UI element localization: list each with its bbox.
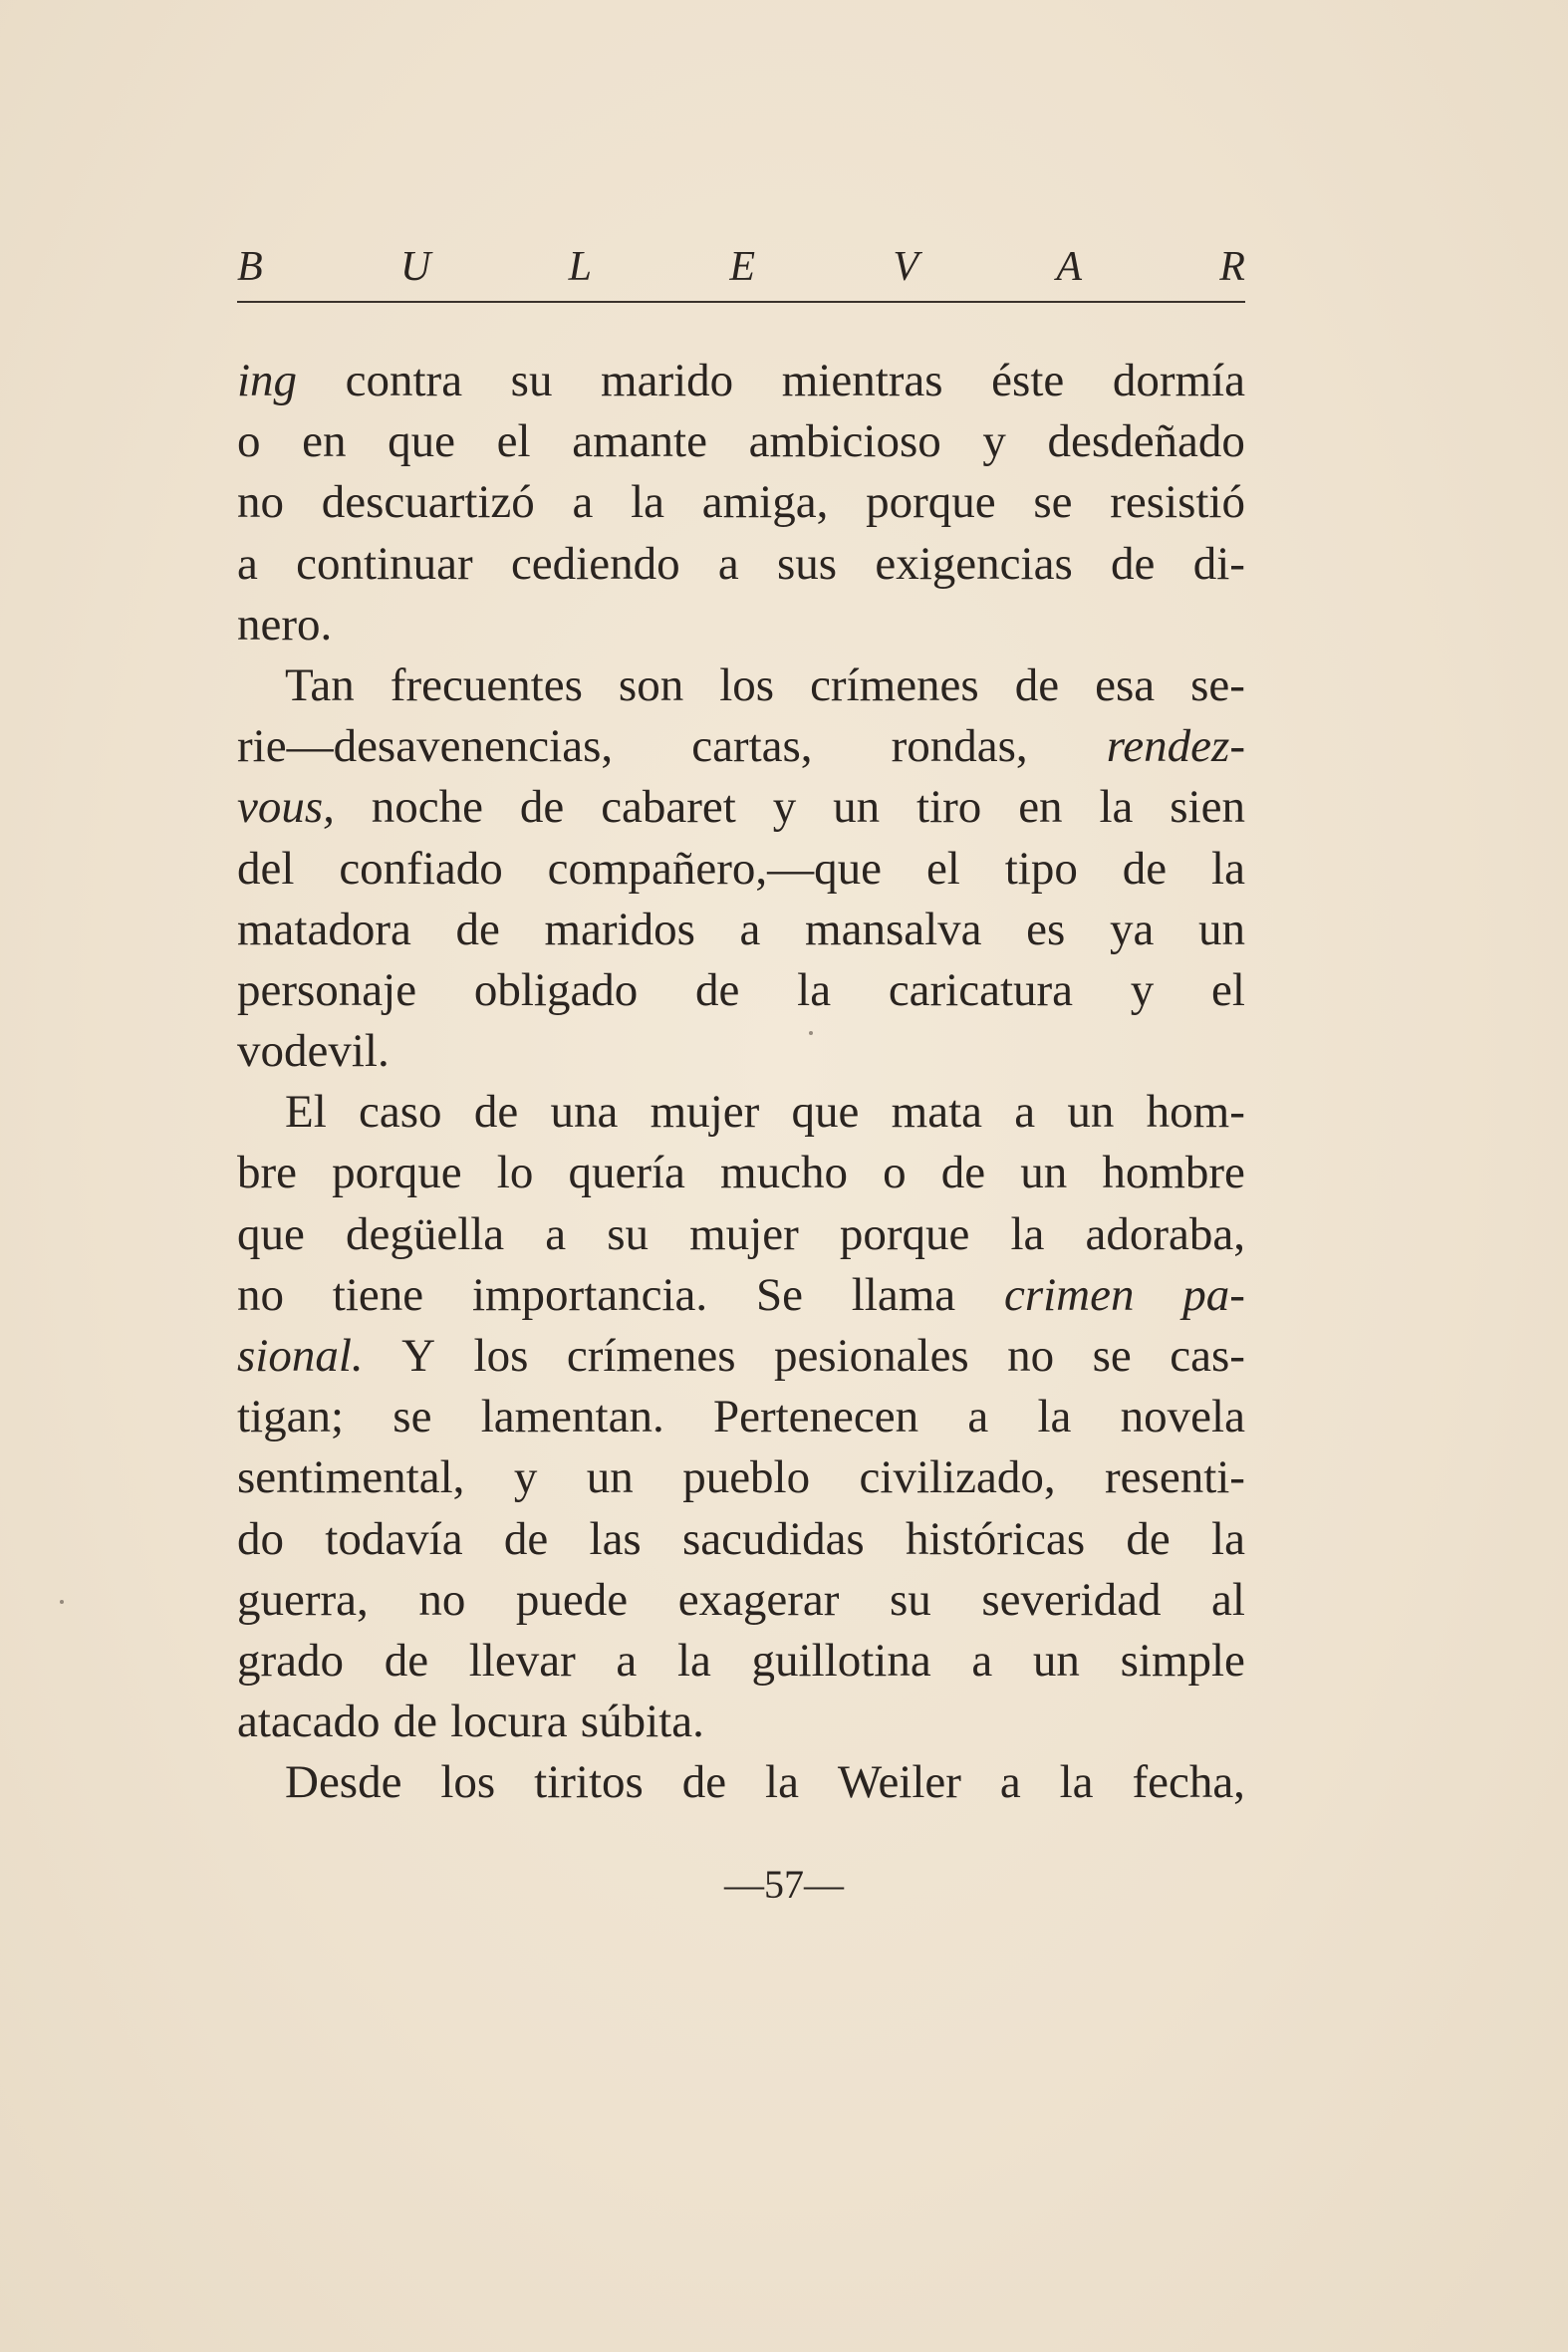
word: tiene: [332, 1268, 424, 1321]
word: Tan: [285, 658, 355, 711]
word: El: [285, 1086, 327, 1139]
word: Pertenecen: [712, 1391, 919, 1443]
word: Y: [401, 1330, 436, 1382]
word: de: [695, 963, 740, 1016]
paper-speck: [809, 1031, 813, 1035]
word: del: [237, 842, 295, 895]
word: sacudidas: [682, 1512, 865, 1565]
word: a: [572, 476, 594, 529]
word: un: [1197, 903, 1245, 955]
word: de: [1014, 658, 1060, 711]
word: caricatura: [888, 963, 1074, 1016]
word: el: [925, 842, 960, 895]
italic-word: sional.: [237, 1330, 364, 1382]
word: en: [302, 415, 347, 468]
word: la: [676, 1634, 711, 1687]
word: a: [717, 537, 739, 590]
italic-word: vous,: [237, 781, 335, 834]
word: llama: [851, 1268, 956, 1321]
running-head-letter: U: [399, 244, 431, 290]
word: los: [440, 1756, 496, 1809]
word: personaje: [237, 963, 417, 1016]
word: guerra,: [237, 1573, 369, 1626]
word: la: [1059, 1756, 1094, 1809]
word: de: [455, 903, 500, 955]
word: o: [237, 415, 261, 468]
word: simple: [1120, 1634, 1245, 1687]
word: a: [971, 1634, 993, 1687]
word: exigencias: [875, 537, 1073, 590]
running-head-letter: L: [568, 244, 593, 290]
word: no: [1007, 1330, 1055, 1382]
word: cabaret: [601, 781, 736, 834]
word: un: [1067, 1086, 1115, 1139]
text-line: [237, 472, 1245, 533]
word: la: [797, 963, 832, 1016]
word: se-: [1190, 658, 1245, 711]
word: adoraba,: [1085, 1207, 1245, 1260]
text-line: [237, 1509, 1245, 1570]
text-line: [237, 411, 1245, 472]
word: mujer: [689, 1207, 799, 1260]
word: resistió: [1110, 476, 1245, 529]
running-head-letter: B: [237, 244, 263, 290]
paragraph: [237, 1082, 1245, 1752]
word: Weiler: [837, 1756, 961, 1809]
word: degüella: [345, 1207, 505, 1260]
text-line: [237, 1447, 1245, 1508]
word: atacado: [237, 1696, 381, 1748]
word: hombre: [1102, 1147, 1245, 1199]
word: son: [618, 658, 684, 711]
word: de: [384, 1634, 429, 1687]
word: grado: [237, 1634, 345, 1687]
word: guillotina: [751, 1634, 931, 1687]
word: a: [999, 1756, 1021, 1809]
text-line: [237, 1204, 1245, 1265]
text-line: [237, 1326, 1245, 1387]
word: mientras: [781, 355, 943, 406]
word: hom-: [1146, 1086, 1245, 1139]
word: y: [772, 781, 797, 834]
text-line: [237, 1570, 1245, 1631]
word: obligado: [473, 963, 639, 1016]
word: de: [1122, 842, 1168, 895]
word: y: [1130, 963, 1155, 1016]
word: la: [1037, 1391, 1072, 1443]
word: mansalva: [805, 903, 982, 955]
header-rule: [237, 301, 1245, 303]
word: ambicioso: [748, 415, 941, 468]
word: de: [1111, 537, 1156, 590]
word: el: [496, 415, 531, 468]
word: locura: [450, 1696, 568, 1748]
word: sus: [777, 537, 838, 590]
word: de: [681, 1756, 727, 1809]
word: en: [1018, 781, 1063, 834]
paragraph: [237, 1752, 1245, 1813]
word: se: [1033, 476, 1073, 529]
word: sien: [1170, 781, 1245, 834]
word: de: [1126, 1512, 1171, 1565]
word: o: [883, 1147, 907, 1199]
word: a: [237, 537, 258, 590]
text-line: [237, 1021, 1245, 1082]
word: la: [765, 1756, 799, 1809]
word: mata: [891, 1086, 982, 1139]
word: de: [940, 1147, 986, 1199]
word: Desde: [285, 1756, 402, 1809]
word: novela: [1120, 1391, 1245, 1443]
word: no: [237, 476, 284, 529]
text-line: [237, 1752, 1245, 1813]
word: y: [982, 415, 1006, 468]
word: puede: [515, 1573, 629, 1626]
text-line: [237, 1387, 1245, 1447]
word: rondas,: [891, 720, 1028, 773]
word: la: [1211, 842, 1245, 895]
word: maridos: [544, 903, 695, 955]
word: que: [791, 1086, 860, 1139]
italic-word: ing: [237, 355, 298, 406]
word: desdeñado: [1047, 415, 1245, 468]
italic-word: pa-: [1182, 1268, 1245, 1321]
word: amante: [572, 415, 707, 468]
word: quería: [568, 1147, 685, 1199]
running-head-letter: V: [893, 244, 918, 290]
word: un: [586, 1451, 634, 1504]
word: un: [833, 781, 881, 834]
word: exagerar: [677, 1573, 840, 1626]
word: y: [513, 1451, 538, 1504]
word: una: [550, 1086, 619, 1139]
word: que: [237, 1207, 305, 1260]
word: de: [473, 1086, 519, 1139]
word: rie—desavenencias,: [237, 720, 614, 773]
word: a: [1014, 1086, 1036, 1139]
word: un: [1020, 1147, 1068, 1199]
word: severidad: [981, 1573, 1162, 1626]
word: las: [589, 1512, 642, 1565]
text-line: [237, 900, 1245, 960]
text-line: [237, 777, 1245, 838]
word: la: [631, 476, 665, 529]
word: matadora: [237, 903, 411, 955]
word: confiado: [339, 842, 503, 895]
word: llevar: [468, 1634, 576, 1687]
word: pesionales: [773, 1330, 969, 1382]
word: porque: [866, 476, 996, 529]
word: amiga,: [701, 476, 829, 529]
word: fecha,: [1132, 1756, 1245, 1809]
word: caso: [359, 1086, 442, 1139]
word: a: [967, 1391, 989, 1443]
word: resenti-: [1105, 1451, 1245, 1504]
word: a: [616, 1634, 638, 1687]
text-line: [237, 1631, 1245, 1692]
word: cas-: [1170, 1330, 1245, 1382]
running-head-letter: E: [729, 244, 755, 290]
word: ya: [1109, 903, 1155, 955]
word: éste: [991, 355, 1065, 406]
word: se: [392, 1391, 432, 1443]
paper-speck: [60, 1600, 64, 1604]
word: tiro: [916, 781, 982, 834]
word: mujer: [650, 1086, 760, 1139]
word: pueblo: [682, 1451, 811, 1504]
word: la: [1099, 781, 1134, 834]
word: porque: [332, 1147, 462, 1199]
word: vodevil.: [237, 1025, 390, 1078]
word: compañero,—que: [547, 842, 883, 895]
text-line: [237, 655, 1245, 716]
word: crímenes: [810, 658, 979, 711]
word: de: [519, 781, 565, 834]
word: un: [1032, 1634, 1080, 1687]
word: su: [890, 1573, 931, 1626]
word: frecuentes: [390, 658, 583, 711]
word: de: [392, 1696, 438, 1748]
word: civilizado,: [859, 1451, 1056, 1504]
word: importancia.: [471, 1268, 708, 1321]
word: noche: [371, 781, 484, 834]
text-line: [237, 716, 1245, 777]
body-text: [237, 351, 1245, 1814]
word: los: [719, 658, 775, 711]
word: el: [1211, 963, 1245, 1016]
text-line: [237, 960, 1245, 1021]
word: marido: [601, 355, 734, 406]
word: continuar: [296, 537, 473, 590]
word: do: [237, 1512, 284, 1565]
word: los: [473, 1330, 529, 1382]
word: contra: [345, 355, 463, 406]
word: su: [607, 1207, 650, 1260]
page-number: —57—: [724, 1862, 844, 1907]
word: que: [388, 415, 456, 468]
text-line: [237, 839, 1245, 900]
word: súbita.: [580, 1696, 704, 1748]
running-head-letter: R: [1219, 244, 1245, 290]
word: es: [1026, 903, 1066, 955]
word: históricas: [906, 1512, 1086, 1565]
word: la: [1211, 1512, 1245, 1565]
word: su: [510, 355, 553, 406]
italic-word: rendez-: [1106, 720, 1245, 773]
word: dormía: [1112, 355, 1245, 406]
paragraph: [237, 351, 1245, 655]
word: Se: [755, 1268, 803, 1321]
word: al: [1211, 1573, 1245, 1626]
italic-word: crimen: [1003, 1268, 1135, 1321]
word: todavía: [325, 1512, 463, 1565]
text-line: [237, 1692, 1245, 1752]
running-head-letter: A: [1056, 244, 1082, 290]
word: esa: [1095, 658, 1156, 711]
word: lo: [496, 1147, 534, 1199]
text-line: [237, 351, 1245, 411]
word: tigan;: [237, 1391, 345, 1443]
word: a: [739, 903, 761, 955]
word: cartas,: [691, 720, 813, 773]
word: bre: [237, 1147, 298, 1199]
word: no: [418, 1573, 466, 1626]
text-line: [237, 1143, 1245, 1203]
word: no: [237, 1268, 284, 1321]
word: sentimental,: [237, 1451, 465, 1504]
text-line: [237, 1265, 1245, 1326]
word: tipo: [1004, 842, 1078, 895]
word: a: [545, 1207, 567, 1260]
text-line: [237, 534, 1245, 595]
paragraph: [237, 655, 1245, 1082]
running-head: [237, 237, 1245, 297]
text-line: [237, 1082, 1245, 1143]
word: se: [1092, 1330, 1132, 1382]
word: cediendo: [510, 537, 680, 590]
text-line: [237, 595, 1245, 655]
word: mucho: [720, 1147, 848, 1199]
word: descuartizó: [321, 476, 535, 529]
word: nero.: [237, 598, 333, 651]
word: lamentan.: [480, 1391, 664, 1443]
word: crímenes: [566, 1330, 736, 1382]
word: de: [503, 1512, 549, 1565]
word: tiritos: [534, 1756, 644, 1809]
word: la: [1010, 1207, 1045, 1260]
word: porque: [839, 1207, 970, 1260]
word: di-: [1192, 537, 1245, 590]
